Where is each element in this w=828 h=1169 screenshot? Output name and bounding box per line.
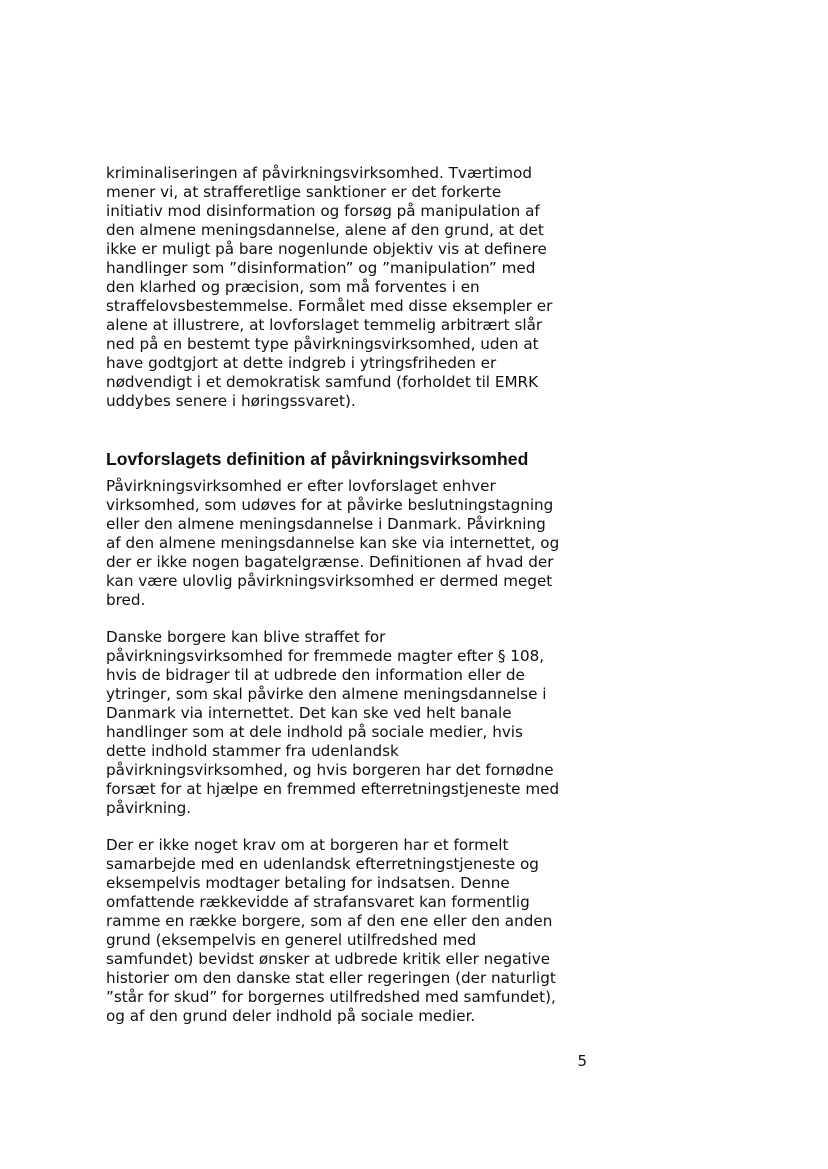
text-line: samarbejde med en udenlandsk efterretningstjeneste og	[106, 855, 539, 873]
text-line: bred.	[106, 591, 146, 609]
text-line: Danske borgere kan blive straffet for	[106, 628, 386, 646]
page-number: 5	[577, 1052, 587, 1070]
text-line: virksomhed, som udøves for at påvirke beslutningstagning	[106, 496, 554, 514]
text-line: samfundet) bevidst ønsker at udbrede kritik eller negative	[106, 950, 551, 968]
text-line: forsæt for at hjælpe en fremmed efterretningstjeneste med	[106, 780, 560, 798]
text-line: eller den almene meningsdannelse i Danmark. Påvirkning	[106, 515, 546, 533]
text-line: dette indhold stammer fra udenlandsk	[106, 742, 399, 760]
text-line: alene at illustrere, at lovforslaget temmelig arbitrært slår	[106, 316, 543, 334]
text-line: kan være ulovlig påvirkningsvirksomhed er dermed meget	[106, 572, 553, 590]
text-line: initiativ mod disinformation og forsøg på manipulation af	[106, 202, 540, 220]
text-line: påvirkningsvirksomhed, og hvis borgeren har det fornødne	[106, 761, 554, 779]
section-heading: Lovforslagets definition af påvirkningsvirksomhed	[106, 449, 529, 469]
text-line: ”står for skud” for borgernes utilfredshed med samfundet),	[106, 988, 556, 1006]
text-line: og af den grund deler indhold på sociale medier.	[106, 1007, 476, 1025]
text-line: ramme en række borgere, som af den ene eller den anden	[106, 912, 553, 930]
text-line: have godtgjort at dette indgreb i ytringsfriheden er	[106, 354, 497, 372]
text-line: handlinger som at dele indhold på sociale medier, hvis	[106, 723, 523, 741]
text-line: omfattende rækkevidde af strafansvaret kan formentlig	[106, 893, 530, 911]
text-line: den klarhed og præcision, som må forventes i en	[106, 278, 480, 296]
text-line: ikke er muligt på bare nogenlunde objektiv vis at definere	[106, 240, 547, 258]
text-line: straffelovsbestemmelse. Formålet med disse eksempler er	[106, 297, 553, 315]
text-line: hvis de bidrager til at udbrede den information eller de	[106, 666, 525, 684]
text-line: der er ikke nogen bagatelgrænse. Definitionen af hvad der	[106, 553, 554, 571]
text-line: kriminaliseringen af påvirkningsvirksomhed. Tværtimod	[106, 164, 532, 182]
text-line: historier om den danske stat eller regeringen (der naturligt	[106, 969, 556, 987]
text-line: Danmark via internettet. Det kan ske ved helt banale	[106, 704, 512, 722]
text-line: den almene meningsdannelse, alene af den grund, at det	[106, 221, 544, 239]
text-line: handlinger som ”disinformation” og ”manipulation” med	[106, 259, 536, 277]
text-line: uddybes senere i høringssvaret).	[106, 392, 356, 410]
text-line: nødvendigt i et demokratisk samfund (forholdet til EMRK	[106, 373, 539, 391]
text-line: mener vi, at strafferetlige sanktioner er det forkerte	[106, 183, 502, 201]
text-line: ytringer, som skal påvirke den almene meningsdannelse i	[106, 685, 547, 703]
text-line: af den almene meningsdannelse kan ske via internettet, og	[106, 534, 560, 552]
text-line: grund (eksempelvis en generel utilfredshed med	[106, 931, 477, 949]
text-line: påvirkning.	[106, 799, 192, 817]
text-line: Påvirkningsvirksomhed er efter lovforslaget enhver	[106, 477, 496, 495]
text-line: ned på en bestemt type påvirkningsvirksomhed, uden at	[106, 335, 539, 353]
text-line: påvirkningsvirksomhed for fremmede magter efter § 108,	[106, 647, 545, 665]
text-line: Der er ikke noget krav om at borgeren har et formelt	[106, 836, 509, 854]
text-line: eksempelvis modtager betaling for indsatsen. Denne	[106, 874, 510, 892]
